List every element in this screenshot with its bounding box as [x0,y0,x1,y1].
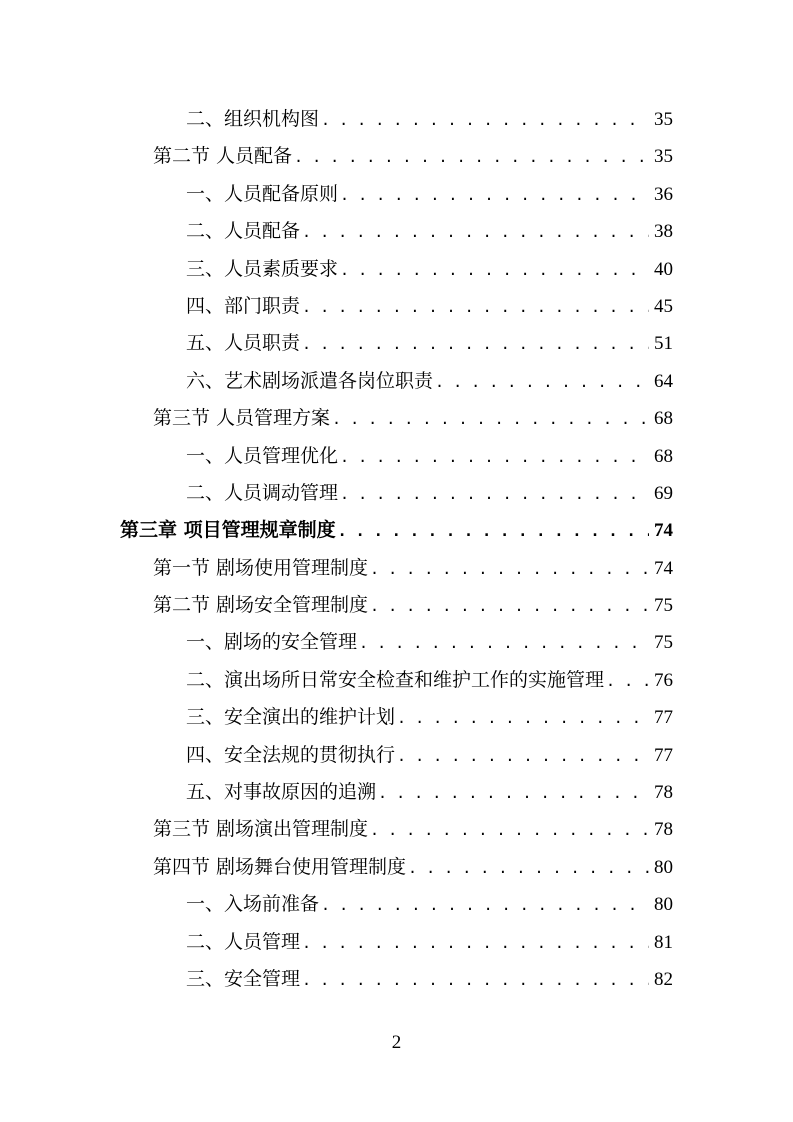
toc-dot-leader [302,962,649,999]
toc-entry[interactable] [0,101,793,138]
toc-entry[interactable] [0,512,793,549]
toc-entry-title: 第三章 项目管理规章制度 [120,519,336,542]
toc-dot-leader [370,588,649,625]
toc-entry-page-number: 76 [654,669,673,691]
toc-dot-leader [302,289,649,326]
toc-entry-title: 第一节 剧场使用管理制度 [153,556,369,579]
toc-entry[interactable] [0,288,793,325]
toc-entry[interactable] [0,886,793,923]
toc-entry-page-number: 77 [654,707,673,729]
toc-entry-title: 三、人员素质要求 [186,257,339,280]
toc-entry-page-number: 36 [654,183,673,205]
toc-entry-title: 二、人员管理 [186,930,301,953]
toc-entry-title: 五、人员职责 [186,332,301,355]
toc-dot-leader [321,887,649,924]
toc-entry-title: 五、对事故原因的追溯 [186,781,377,804]
toc-entry[interactable] [0,924,793,961]
toc-entry[interactable] [0,624,793,661]
toc-entry-title: 一、人员管理优化 [186,444,339,467]
toc-dot-leader [340,476,649,513]
toc-entry-page-number: 69 [654,482,673,504]
toc-entry-page-number: 35 [654,109,673,130]
toc-entry[interactable] [0,400,793,437]
toc-entry[interactable] [0,176,793,213]
toc-entry-page-number: 77 [654,744,673,766]
toc-dot-leader [294,139,649,176]
toc-dot-leader [338,513,649,550]
toc-entry-page-number: 40 [654,258,673,280]
toc-entry-page-number: 45 [654,295,673,317]
toc-entry-page-number: 75 [654,595,673,617]
toc-entry[interactable] [0,325,793,362]
toc-dot-leader [359,625,649,662]
toc-dot-leader [340,177,649,214]
toc-entry-page-number: 78 [654,782,673,804]
toc-entry-title: 二、组织机构图 [186,108,320,130]
toc-dot-leader [408,850,649,887]
toc-entry-page-number: 74 [654,520,673,542]
toc-entry[interactable] [0,138,793,175]
toc-entry-title: 第四节 剧场舞台使用管理制度 [153,855,407,878]
toc-entry-page-number: 38 [654,221,673,243]
toc-entry[interactable] [0,699,793,736]
toc-entry-title: 第二节 剧场安全管理制度 [153,594,369,617]
toc-entry-title: 三、安全演出的维护计划 [186,706,396,729]
toc-dot-leader [302,925,649,962]
toc-entry-page-number: 74 [654,557,673,579]
toc-entry[interactable] [0,587,793,624]
toc-entry-title: 一、剧场的安全管理 [186,631,358,654]
toc-dot-leader [378,775,649,812]
toc-entry-title: 四、安全法规的贯彻执行 [186,743,396,766]
toc-entry-title: 三、安全管理 [186,967,301,990]
toc-entry-page-number: 68 [654,408,673,430]
toc-entry[interactable] [0,662,793,699]
toc-entry-page-number: 80 [654,856,673,878]
page-number: 2 [391,1032,402,1053]
toc-entry[interactable] [0,251,793,288]
toc-entry[interactable] [0,363,793,400]
toc-entry[interactable] [0,774,793,811]
toc-dot-leader [370,812,649,849]
toc-entry-title: 六、艺术剧场派遣各岗位职责 [186,369,434,392]
toc-dot-leader [321,102,649,139]
toc-entry-title: 第三节 人员管理方案 [153,407,331,430]
toc-entry-title: 一、人员配备原则 [186,182,339,205]
toc-entry-title: 一、入场前准备 [186,893,320,916]
toc-entry-title: 第二节 人员配备 [153,145,293,168]
toc-entry-page-number: 78 [654,819,673,841]
toc-dot-leader [397,700,649,737]
table-of-contents [0,101,793,998]
toc-entry-title: 第三节 剧场演出管理制度 [153,818,369,841]
toc-entry-page-number: 68 [654,445,673,467]
toc-entry-page-number: 75 [654,632,673,654]
toc-entry[interactable] [0,737,793,774]
toc-entry-title: 二、演出场所日常安全检查和维护工作的实施管理 [186,668,605,691]
toc-entry-page-number: 35 [654,146,673,168]
toc-entry[interactable] [0,849,793,886]
toc-entry[interactable] [0,475,793,512]
toc-entry-page-number: 64 [654,370,673,392]
toc-entry[interactable] [0,213,793,250]
toc-entry[interactable] [0,811,793,848]
toc-entry-title: 二、人员调动管理 [186,481,339,504]
toc-dot-leader [302,326,649,363]
toc-dot-leader [302,214,649,251]
toc-dot-leader [397,738,649,775]
toc-entry-page-number: 81 [654,931,673,953]
toc-dot-leader [332,401,649,438]
toc-entry[interactable] [0,550,793,587]
toc-entry[interactable] [0,438,793,475]
toc-dot-leader [435,364,649,401]
toc-dot-leader [340,439,649,476]
toc-entry-title: 四、部门职责 [186,294,301,317]
toc-dot-leader [606,663,649,700]
toc-entry-title: 二、人员配备 [186,220,301,243]
toc-entry-page-number: 51 [654,333,673,355]
toc-dot-leader [340,252,649,289]
toc-dot-leader [370,551,649,588]
toc-entry[interactable] [0,961,793,998]
toc-entry-page-number: 82 [654,968,673,990]
toc-entry-page-number: 80 [654,894,673,916]
